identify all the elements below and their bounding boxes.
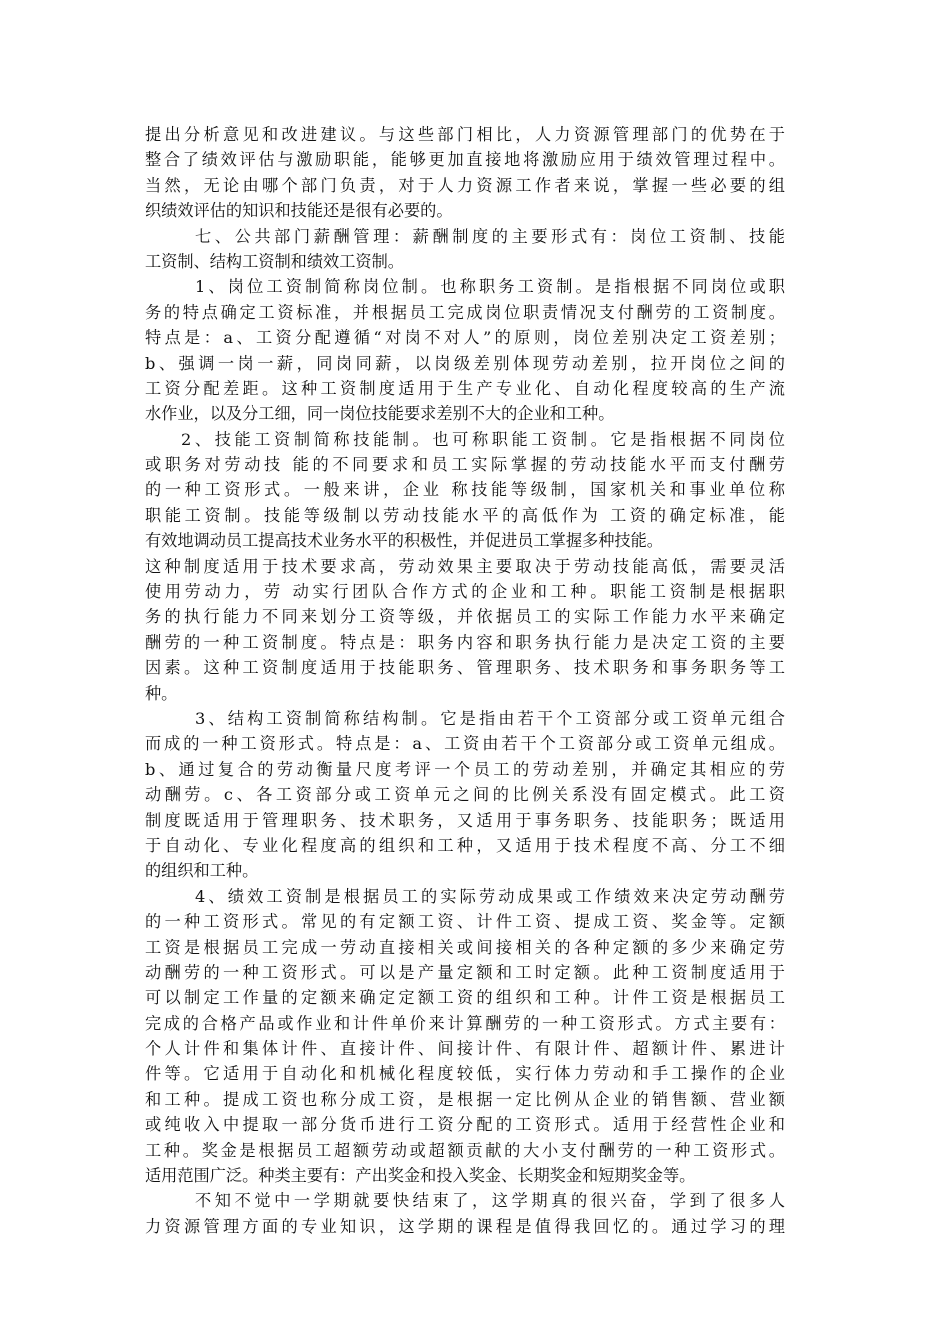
text-line: 当然，无论由哪个部门负责，对于人力资源工作者来说，掌握一些必要的组 [145,175,785,195]
text-line: 提出分析意见和改进建议。与这些部门相比，人力资源管理部门的优势在于 [145,125,785,144]
text-line: 或纯收入中提取一部分货币进行工资分配的工资形式。适用于经营性企业和 [145,1115,785,1135]
text-line: 动酬劳的一种工资形式。可以是产量定额和工时定额。此种工资制度适用于 [145,962,785,982]
text-line: 完成的合格产品或作业和计件单价来计算酬劳的一种工资形式。方式主要有： [145,1013,785,1033]
text-line: 七、公共部门薪酬管理：薪酬制度的主要形式有：岗位工资制、技能 [195,226,785,246]
text-line: 这种制度适用于技术要求高，劳动效果主要取决于劳动技能高低，需要灵活 [145,556,785,576]
text-line: 或职务对劳动技 能的不同要求和员工实际掌握的劳动技能水平而支付酬劳 [145,455,785,475]
text-line: 4、绩效工资制是根据员工的实际劳动成果或工作绩效来决定劳动酬劳 [195,886,785,906]
text-line: 可以制定工作量的定额来确定定额工资的组织和工种。计件工资是根据员工 [145,988,785,1008]
text-line: 整合了绩效评估与激励职能，能够更加直接地将激励应用于绩效管理过程中。 [145,150,785,170]
text-line: 工资制、结构工资制和绩效工资制。 [145,251,404,271]
text-line: 职能工资制。技能等级制以劳动技能水平的高低作为 工资的确定标准，能 [145,505,785,525]
text-line: 动酬劳。c、各工资部分或工资单元之间的比例关系没有固定模式。此工资 [145,785,785,805]
text-line: 于自动化、专业化程度高的组织和工种，又适用于技术程度不高、分工不细 [145,835,785,855]
text-line: 水作业，以及分工细，同一岗位技能要求差别不大的企业和工种。 [145,404,615,424]
text-line: 的组织和工种。 [145,861,259,881]
text-line: 因素。这种工资制度适用于技能职务、管理职务、技术职务和事务职务等工 [145,658,785,678]
text-line: 务的特点确定工资标准，并根据员工完成岗位职责情况支付酬劳的工资制度。 [145,302,785,322]
text-line: 织绩效评估的知识和技能还是很有必要的。 [145,201,453,221]
text-line: 使用劳动力，劳 动实行团队合作方式的企业和工种。职能工资制是根据职 [145,582,785,602]
text-line: 制度既适用于管理职务、技术职务，又适用于事务职务、技能职务；既适用 [145,810,785,830]
text-line: 件等。它适用于自动化和机械化程度较低，实行体力劳动和手工操作的企业 [145,1064,785,1084]
text-line: b、强调一岗一薪，同岗同薪，以岗级差别体现劳动差别，拉开岗位之间的 [145,353,785,373]
text-line: 工种。奖金是根据员工超额劳动或超额贡献的大小支付酬劳的一种工资形式。 [145,1140,785,1160]
text-line: b、通过复合的劳动衡量尺度考评一个员工的劳动差别，并确定其相应的劳 [145,759,785,779]
text-line: 个人计件和集体计件、直接计件、间接计件、有限计件、超额计件、累进计 [145,1039,785,1059]
text-line: 和工种。提成工资也称分成工资，是根据一定比例从企业的销售额、营业额 [145,1089,785,1109]
text-line: 的一种工资形式。一般来讲，企业 称技能等级制，国家机关和事业单位称 [145,480,785,500]
text-line: 种。 [145,683,178,703]
text-line: 酬劳的一种工资制度。特点是：职务内容和职务执行能力是决定工资的主要 [145,632,785,652]
text-line: 不知不觉中一学期就要快结束了，这学期真的很兴奋，学到了很多人 [195,1191,785,1211]
text-line: 务的执行能力不同来划分工资等级，并依据员工的实际工作能力水平来确定 [145,607,785,627]
text-line: 工资分配差距。这种工资制度适用于生产专业化、自动化程度较高的生产流 [145,378,785,398]
text-line: 2、技能工资制简称技能制。也可称职能工资制。它是指根据不同岗位 [181,429,785,449]
document-page [145,122,785,1239]
text-line: 特点是：a、工资分配遵循“对岗不对人”的原则，岗位差别决定工资差别； [145,328,785,348]
text-line: 3、结构工资制简称结构制。它是指由若干个工资部分或工资单元组合 [195,708,785,728]
text-line: 而成的一种工资形式。特点是：a、工资由若干个工资部分或工资单元组成。 [145,734,785,754]
text-line: 工资是根据员工完成一劳动直接相关或间接相关的各种定额的多少来确定劳 [145,937,785,957]
text-line: 的一种工资形式。常见的有定额工资、计件工资、提成工资、奖金等。定额 [145,912,785,932]
text-line: 力资源管理方面的专业知识，这学期的课程是值得我回忆的。通过学习的理 [145,1216,785,1236]
text-line: 适用范围广泛。种类主要有：产出奖金和投入奖金、长期奖金和短期奖金等。 [145,1166,696,1186]
text-line: 有效地调动员工提高技术业务水平的积极性，并促进员工掌握多种技能。 [145,531,663,551]
text-line: 1、岗位工资制简称岗位制。也称职务工资制。是指根据不同岗位或职 [195,277,785,297]
